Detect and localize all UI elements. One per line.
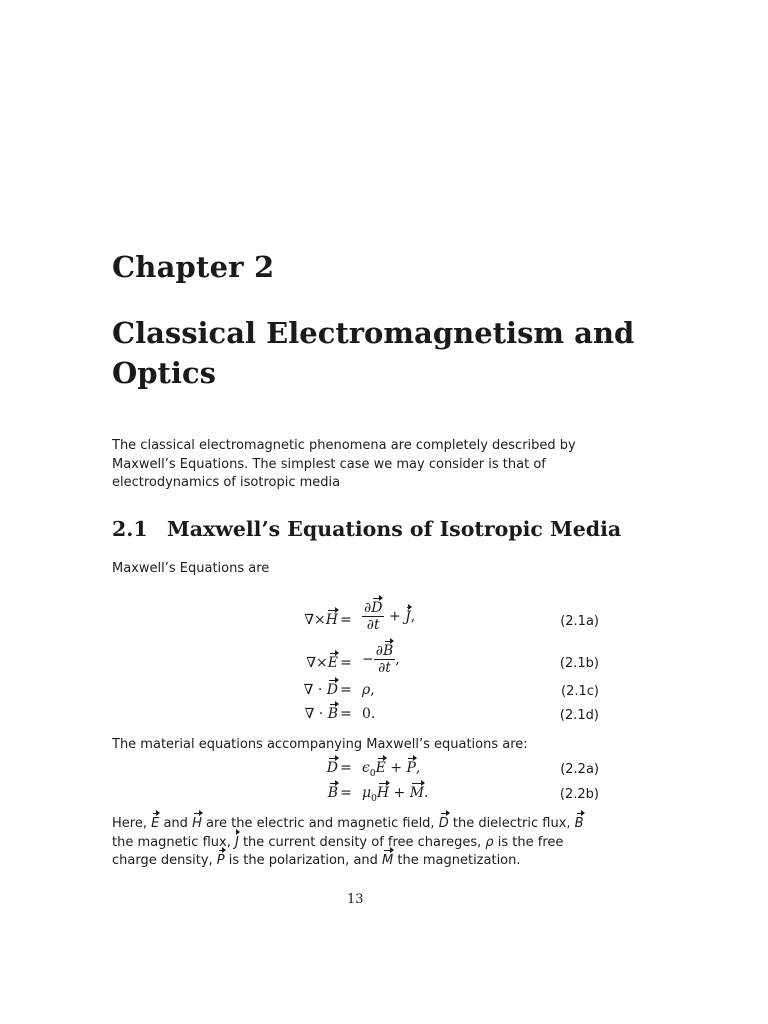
- section-number: 2.1: [112, 517, 148, 541]
- section-title: Maxwell’s Equations of Isotropic Media: [167, 517, 622, 541]
- equation-lhs: B: [327, 785, 338, 801]
- definitions-text: are the electric and magnetic field,: [201, 816, 439, 831]
- equation-rhs: − $\frac{\partial B}{\partial t}$ ,: [362, 643, 400, 676]
- chapter-label: Chapter 2: [112, 250, 275, 284]
- equation-relation: =: [340, 682, 352, 698]
- equation-number: (2.1a): [560, 614, 599, 629]
- definitions-text: the dielectric flux,: [448, 816, 575, 831]
- definitions-text: the current density of free chareges,: [238, 834, 486, 850]
- equation-2-2b: [0, 785, 768, 809]
- equation-number: (2.1c): [561, 684, 599, 699]
- equation-relation: =: [340, 785, 352, 801]
- equation-relation: =: [340, 760, 352, 776]
- symbol-e: E: [151, 815, 159, 834]
- equation-number: (2.1b): [559, 656, 599, 671]
- symbol-h: H: [192, 815, 202, 834]
- equation-lhs: D: [326, 760, 338, 776]
- definitions-text: Here,: [112, 816, 152, 831]
- equation-number: (2.1d): [559, 708, 599, 723]
- equation-rhs: $\epsilon_0E + P$,: [362, 760, 421, 779]
- equation-number: (2.2a): [560, 762, 599, 777]
- equation-lhs: ∇ · B: [304, 706, 338, 722]
- symbol-b: B: [575, 815, 584, 834]
- equation-relation: =: [340, 706, 352, 722]
- equation-lhs: ∇ · D: [303, 682, 338, 698]
- symbol-j: J: [235, 834, 239, 853]
- chapter-title: Classical Electromagnetism and Optics: [112, 316, 635, 390]
- equation-relation: =: [340, 655, 352, 671]
- equation-lhs: ∇×H: [304, 612, 338, 628]
- definitions-paragraph: [112, 815, 604, 871]
- definitions-text: is the polarization, and: [224, 853, 383, 868]
- equation-2-1b: [0, 643, 768, 683]
- equation-2-1c: [0, 682, 768, 706]
- symbol-p: P: [217, 852, 225, 871]
- page-number: 13: [347, 892, 364, 907]
- equation-2-2a: [0, 760, 768, 784]
- maxwell-intro-text: Maxwell’s Equations are: [112, 561, 270, 576]
- definitions-text: and: [159, 816, 193, 831]
- equation-2-1d: [0, 706, 768, 730]
- equation-rhs: ρ,: [362, 682, 375, 698]
- section-heading: [112, 517, 621, 541]
- equation-rhs: $\frac{\partial D}{\partial t}$ + J,: [364, 600, 416, 633]
- symbol-rho: ρ: [485, 834, 494, 850]
- definitions-text: the magnetic flux,: [112, 834, 235, 850]
- intro-paragraph: The classical electromagnetic phenomena are completely described by Maxwell’s Equations. The simplest case we may consider is that of electrodynamics of isotropic media: [112, 438, 576, 490]
- equation-relation: =: [340, 612, 352, 628]
- equation-rhs: $\mu_0H + M$.: [362, 785, 429, 804]
- equation-number: (2.2b): [559, 787, 599, 802]
- symbol-d: D: [439, 815, 449, 834]
- equation-rhs: 0.: [362, 706, 376, 722]
- definitions-text: is the free charge density,: [112, 834, 564, 868]
- material-intro-text: The material equations accompanying Maxwell’s equations are:: [112, 737, 528, 752]
- definitions-text: the magnetization.: [393, 853, 521, 868]
- equation-lhs: ∇×E: [306, 655, 338, 671]
- equation-2-1a: [0, 600, 768, 644]
- symbol-m: M: [382, 852, 393, 871]
